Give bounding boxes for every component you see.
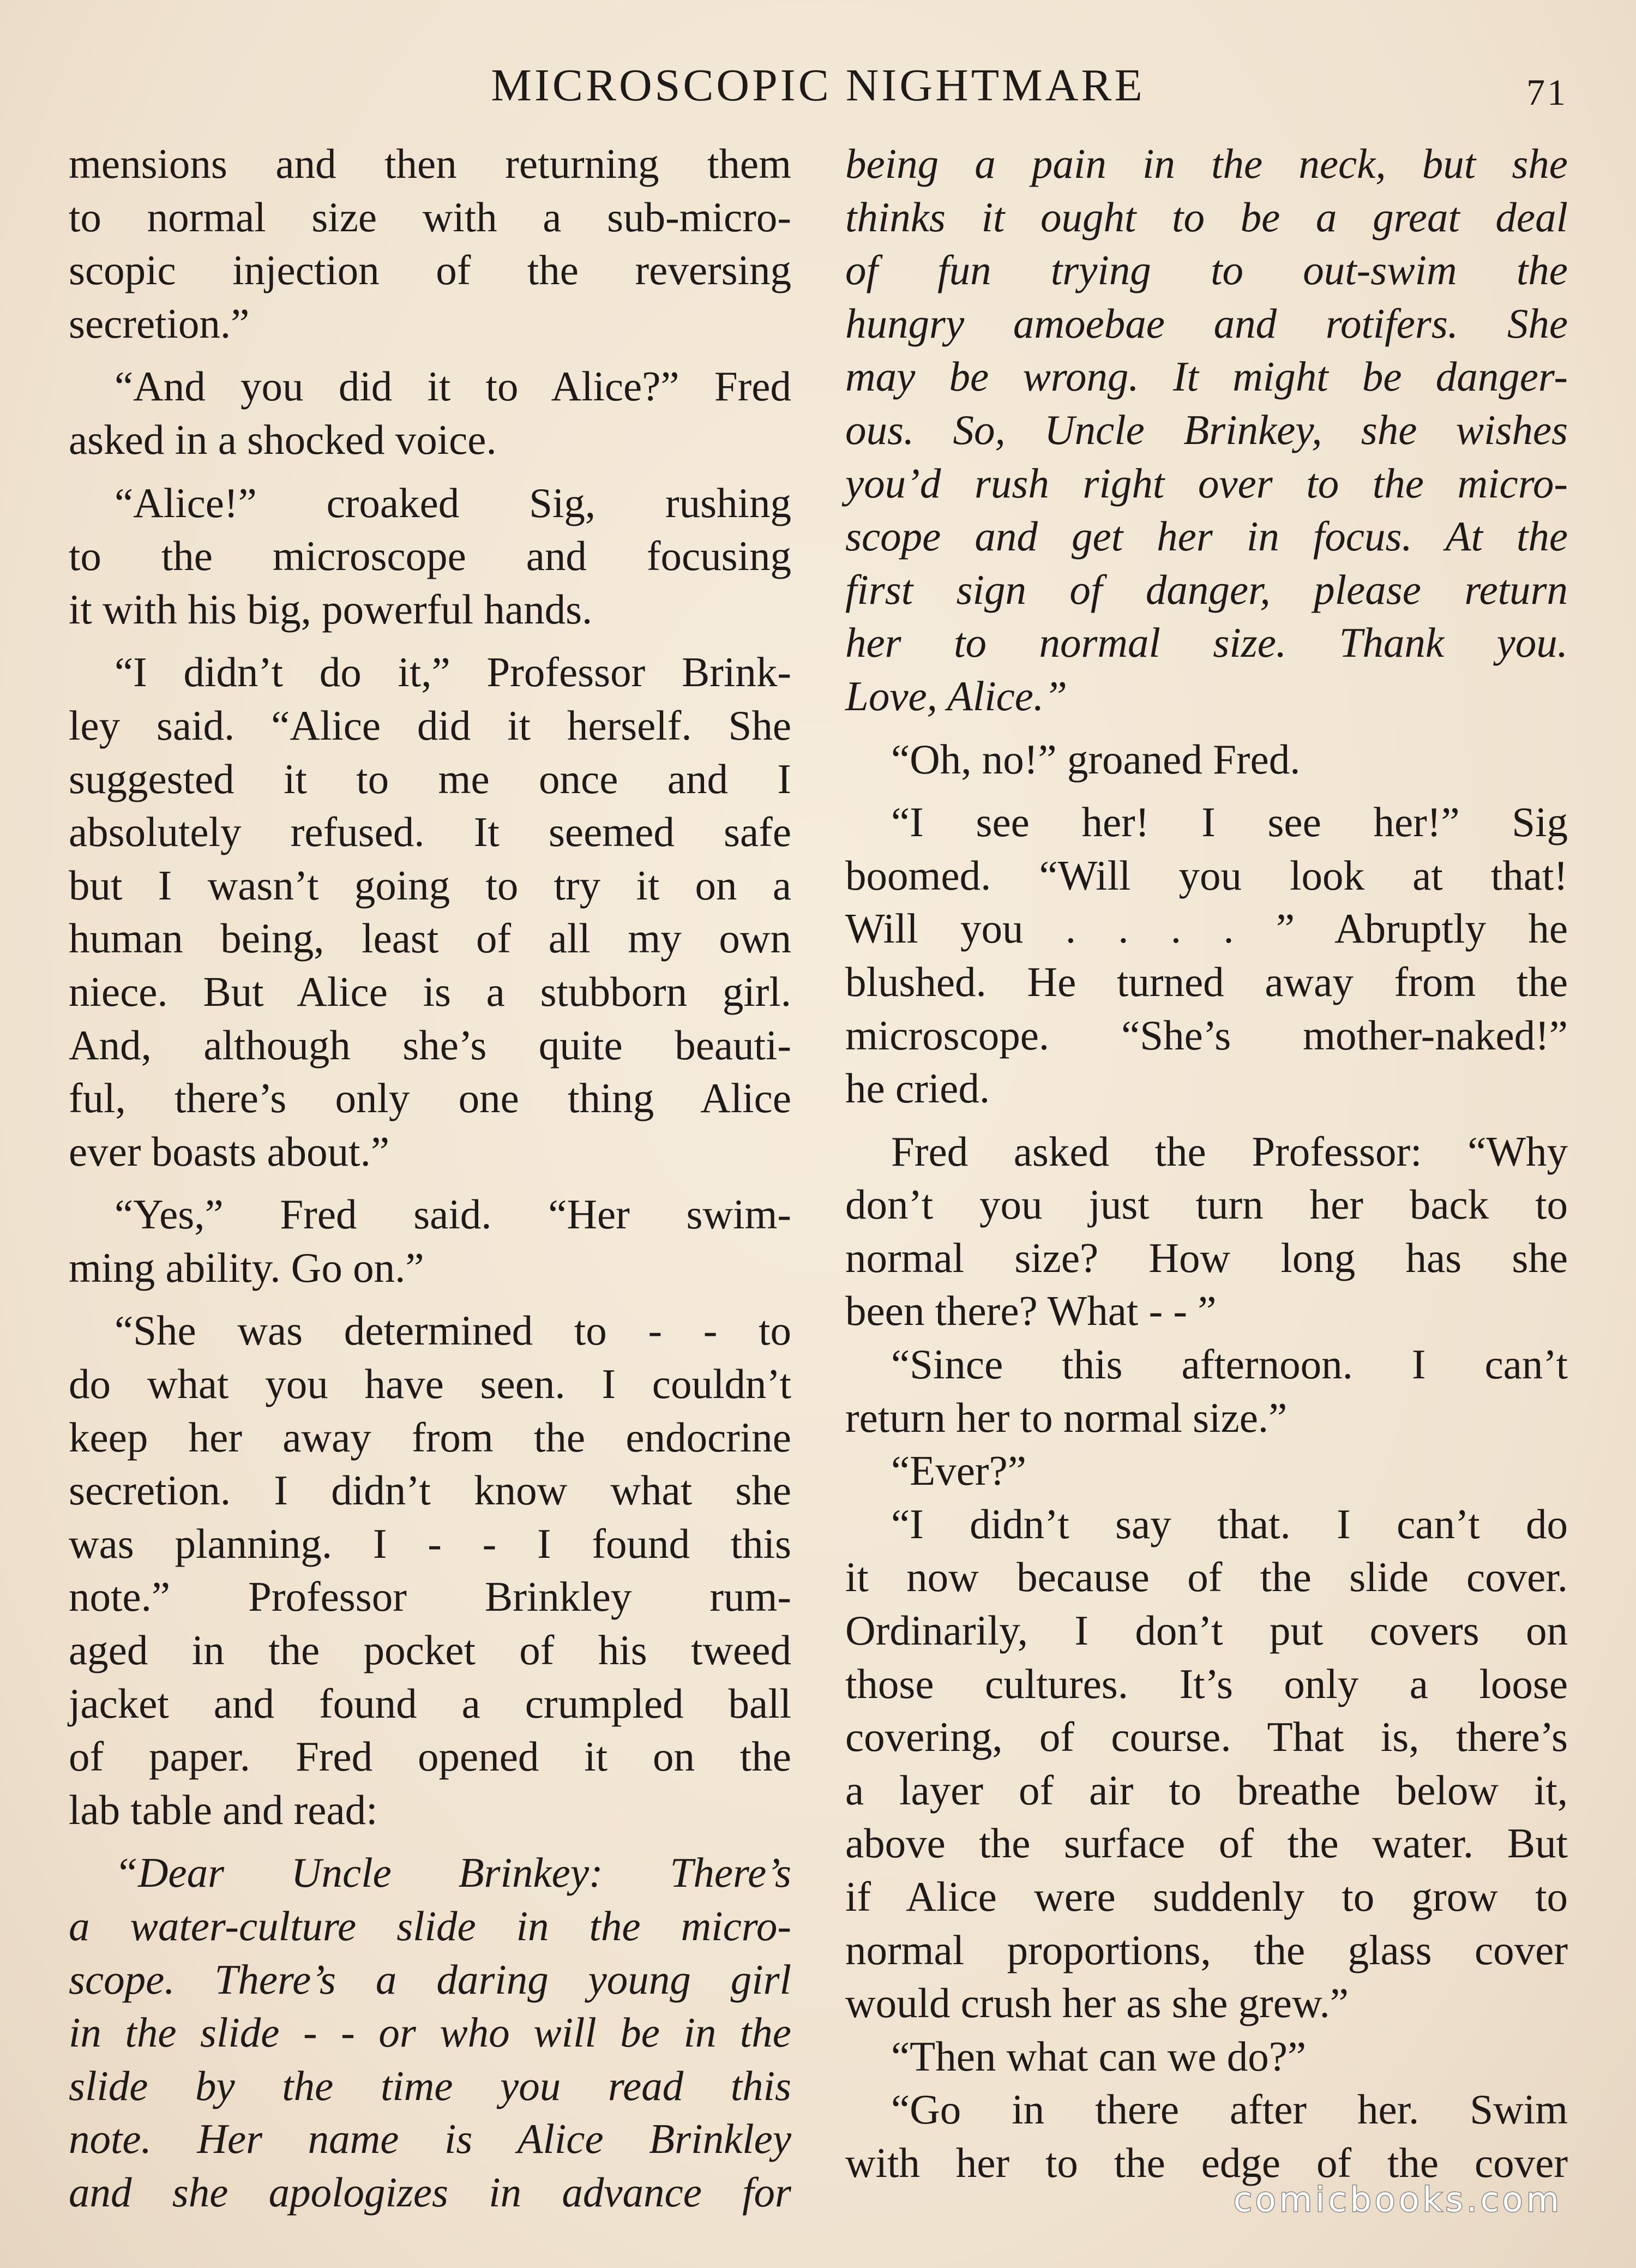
right-paragraph-7: “I didn’t say that. I can’t do it now because of the slide cover. Ordinarily, I don’t put covers on those cultures. It’s only a loose covering, of course. That is, there’s a layer of air to breathe below it, above the surface of the water. But if Alice were suddenly to grow to normal proportions, the glass cover would crush her as she grew.” <box>845 1500 1568 2027</box>
right-paragraph-4: Fred asked the Professor: “Why don’t you just turn her back to normal size? How long has she been there? What - - ” <box>845 1127 1568 1335</box>
right-paragraph-3: “I see her! I see her!” Sig boomed. “Will you look at that! Will you . . . . ” Abruptly he blushed. He turned away from the microscope. “She’s mother-naked!” he cried. <box>845 799 1568 1112</box>
left-paragraph-3: “Alice!” croaked Sig, rushing to the microscope and focusing it with his big, powerful hands. <box>69 479 791 633</box>
left-paragraph-4: “I didn’t do it,” Professor Brink- ley said. “Alice did it herself. She suggested it to me once and I absolutely refused. It seemed safe but I wasn’t going to try it on a human being, least of all my own niece. But Alice is a stubborn girl. And, although she’s quite beauti- ful, there’s only one thing Alice ever boasts about.” <box>69 649 791 1175</box>
left-paragraph-1: mensions and then returning them to normal size with a sub-micro- scopic injection of the reversing secretion.” <box>69 140 791 347</box>
right-paragraph-2: “Oh, no!” groaned Fred. <box>891 735 1301 783</box>
right-paragraph-5: “Since this afternoon. I can’t return her to normal size.” <box>845 1341 1568 1441</box>
right-paragraph-9: “Go in there after her. Swim with her to the edge of the cover <box>845 2086 1568 2186</box>
left-paragraph-6: “She was determined to - - to do what you have seen. I couldn’t keep her away from the endocrine secretion. I didn’t know what she was planning. I - - I found this note.” Professor Brinkley rum- aged in the pocket of his tweed jacket and found a crumpled ball of paper. Fred opened it on the lab table and read: <box>69 1307 791 1833</box>
left-paragraph-2: “And you did it to Alice?” Fred asked in a shocked voice. <box>69 363 791 463</box>
right-paragraph-6: “Ever?” <box>891 1447 1026 1495</box>
running-title: MICROSCOPIC NIGHTMARE <box>491 60 1145 111</box>
page-number: 71 <box>1526 71 1568 113</box>
running-head <box>0 59 1636 119</box>
right-column <box>845 137 1568 2190</box>
watermark: comicbooks.com <box>1233 2180 1562 2219</box>
note-continuation: being a pain in the neck, but she thinks it ought to be a great deal of fun trying to out-swim the hungry amoebae and rotifers. She may be wrong. It might be danger- ous. So, Uncle Brinkey, she wishes you’d rush right over to the micro- scope and get her in focus. At the first sign of danger, please return her to normal size. Thank you. Love, Alice.” <box>845 140 1568 719</box>
note-paragraph: “Dear Uncle Brinkey: There’s a water-culture slide in the micro- scope. There’s a daring young girl in the slide - - or who will be in the slide by the time you read this note. Her name is Alice Brinkley and she apologizes in advance for <box>69 1849 791 2216</box>
left-paragraph-5: “Yes,” Fred said. “Her swim- ming ability. Go on.” <box>69 1191 791 1291</box>
left-column <box>69 137 791 2219</box>
right-paragraph-8: “Then what can we do?” <box>891 2032 1307 2080</box>
